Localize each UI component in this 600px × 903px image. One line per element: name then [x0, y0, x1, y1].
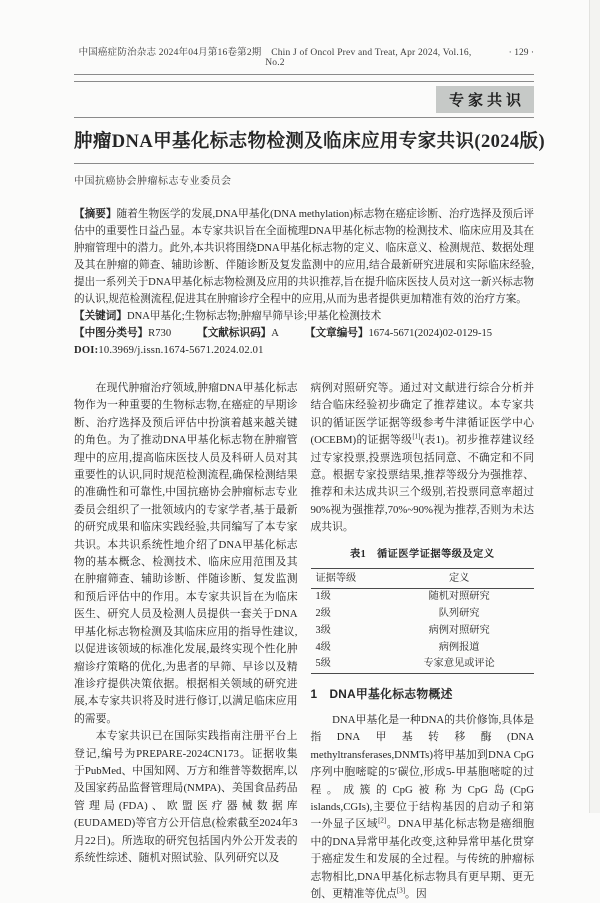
journal-citation-line: 中国癌症防治杂志 2024年04月第16卷第2期 Chin J of Oncol Prev and Treat, Apr 2024, Vol.16, No.2	[78, 48, 472, 68]
clc-value: R730	[148, 328, 172, 339]
body-paragraph: 本专家共识已在国际实践指南注册平台上登记,编号为PREPARE-2024CN173。证据收集于PubMed、中国知网、万方和维普等数据库,以及国家药品监督管理局(NMPA)、美国食品药品管理局(FDA)、欧盟医疗器械数据库(EUDAMED)等官方公开信息(检索截至2024年3月22日)。所选取的研究包括国内外公开发表的系统性综述、随机对照试验、队列研究以及	[74, 730, 298, 864]
body-paragraph: 在现代肿瘤治疗领域,肿瘤DNA甲基化标志物作为一种重要的生物标志物,在癌症的早期诊断、治疗选择及预后评估中扮演着越来越关键的角色。为了推动DNA甲基化标志物在肿瘤管理中的应用,提高临床医技人员及科研人员对其重要性的认识,同时规范检测流程,确保检测结果的准确性和可靠性,中国抗癌协会肿瘤标志专业委员会组织了一批领域内的专家学者,基于最新的研究成果和临床实践经验,共同编写了本专家共识。本共识系统性地介绍了DNA甲基化标志物的基本概念、检测技术、临床应用范围及其在肿瘤筛查、辅助诊断、伴随诊断、复发监测和预后评估中的作用。本专家共识旨在为临床医生、研究人员及检测人员提供一套关于DNA甲基化标志物检测及其临床应用的指导性建议,以促进该领域的标准化发展,最终实现个性化肿瘤诊疗策略的优化,为患者的早筛、早诊以及精准诊疗提供决策依据。根据相关领域的研究进展,本专家共识将及时进行修订,以满足临床应用的需要。	[74, 382, 298, 725]
table-cell: 2级	[315, 608, 331, 620]
clc-item	[74, 325, 171, 342]
doi-value: 10.3969/j.issn.1674-5671.2024.02.01	[98, 345, 264, 356]
page-number: · 129 ·	[508, 48, 534, 58]
table-cell: 病例对照研究	[428, 624, 490, 636]
front-matter	[74, 206, 534, 359]
abstract-paragraph	[74, 206, 534, 308]
section-1-heading: 1 DNA甲基化标志物概述	[310, 686, 453, 701]
table-cell: 5级	[315, 658, 331, 670]
table-header-cell: 证据等级	[311, 569, 385, 589]
body-paragraph: DNA甲基化是一种DNA的共价修饰,具体是指DNA甲基转移酶(DNA methyltransferases,DNMTs)将甲基加到DNA CpG序列中胞嘧啶的5′碳位,形成5-甲基胞嘧啶的过程。成簇的CpG被称为CpG岛(CpG islands,CGIs),主要位于结构基因的启动子和第一外显子区域[2]。DNA甲基化标志物是癌细胞中的DNA异常甲基化改变,这种异常甲基化贯穿于癌症发生和发展的全过程。与传统的肿瘤标志物相比,DNA甲基化标志物具有更早期、更无创、更精准等优点[3]。因	[310, 713, 534, 901]
doc-code-item	[197, 325, 279, 342]
evidence-level-table	[311, 568, 535, 674]
article-title: 肿瘤DNA甲基化标志物检测及临床应用专家共识(2024版)	[74, 127, 534, 164]
table-row	[311, 656, 535, 673]
body-paragraph-continuation: 病例对照研究等。通过对文献进行综合分析并结合临床经验初步确定了推荐建议。本专家共识的循证医学证据等级参考牛津循证医学中心(OCEBM)的证据等级[1](表1)。初步推荐建议经过专家投票,投票选项包括同意、不确定和不同意。根据专家投票结果,推荐等级分为强推荐、推荐和未达成共识三个级别,若投票同意率超过90%视为强推荐,70%~90%视为推荐,否则为未达成共识。	[310, 382, 535, 534]
table-header-row	[311, 569, 535, 589]
table-row	[311, 605, 535, 622]
clc-label: 【中图分类号】	[74, 328, 149, 339]
column-type-band	[74, 81, 534, 118]
table-cell: 4级	[315, 641, 331, 653]
article-id-value: 1674-5671(2024)02-0129-15	[368, 328, 493, 339]
doi-line	[74, 342, 534, 359]
running-head	[74, 44, 534, 75]
body-columns	[74, 380, 534, 903]
left-column	[74, 380, 298, 903]
keywords-label: 【关键词】	[74, 311, 127, 322]
author-affiliation: 中国抗癌协会肿瘤标志专业委员会	[74, 176, 232, 187]
table-cell: 3级	[315, 624, 331, 636]
table-header-cell: 定义	[384, 569, 534, 589]
classification-line	[74, 325, 534, 342]
table-cell: 1级	[315, 591, 331, 603]
keywords-line	[74, 308, 534, 325]
keywords-text: DNA甲基化;生物标志物;肿瘤早筛早诊;甲基化检测技术	[126, 311, 382, 322]
table-cell: 队列研究	[438, 608, 480, 620]
table-row	[311, 639, 535, 656]
article-id-item	[305, 325, 492, 342]
table-cell: 专家意见或评论	[423, 658, 495, 670]
doi-label: DOI:	[74, 345, 99, 356]
right-column	[311, 380, 535, 903]
table-cell: 随机对照研究	[428, 591, 490, 603]
table-row	[311, 588, 535, 605]
table-row	[311, 622, 535, 639]
spacer	[171, 325, 197, 342]
article-id-label: 【文章编号】	[304, 328, 369, 339]
spacer	[279, 325, 305, 342]
doc-code-value: A	[271, 328, 279, 339]
expert-consensus-badge: 专家共识	[436, 86, 534, 113]
table-cell: 病例报道	[438, 641, 480, 653]
table1-caption: 表1 循证医学证据等级及定义	[349, 548, 495, 560]
doc-code-label: 【文献标识码】	[197, 328, 272, 339]
abstract-label: 【摘要】	[74, 209, 117, 220]
abstract-text: 随着生物医学的发展,DNA甲基化(DNA methylation)标志物在癌症诊断、治疗选择及预后评估中的重要性日益凸显。本专家共识旨在全面梳理DNA甲基化标志物的检测技术、临床应用及其在肿瘤管理中的潜力。此外,本共识将围绕DNA甲基化标志物的定义、临床意义、检测规范、数据处理及其在肿瘤的筛查、辅助诊断、伴随诊断及复发监测中的应用,结合最新研究进展和实际临床经验,提出一系列关于DNA甲基化标志物检测及应用的共识推荐,旨在提升临床医技人员对这一新兴标志物的认识,规范检测流程,促进其在肿瘤诊疗全程中的应用,从而为患者提供更加精准有效的治疗方案。	[74, 209, 534, 305]
